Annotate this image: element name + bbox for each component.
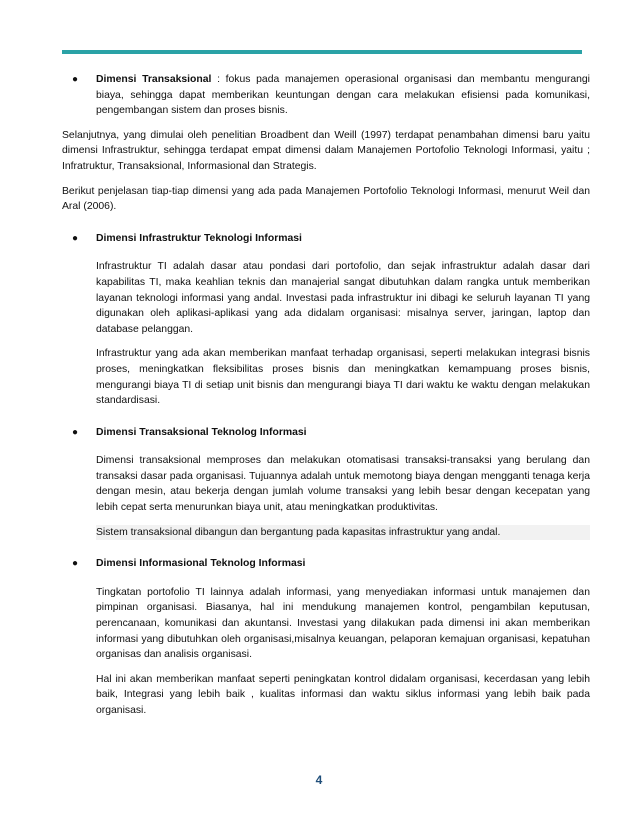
bullet-icon: ●: [72, 74, 79, 85]
transaksional-paragraph-2-wrap: [96, 525, 590, 541]
section-heading-transaksional: [62, 425, 590, 441]
section-title: Dimensi Informasional Teknolog Informasi: [96, 558, 306, 570]
informasional-paragraph-1: Tingkatan portofolio TI lainnya adalah informasi, yang menyediakan informasi untuk manajemen dan pimpinan organisasi. Biasanya, hal ini mendukung manajemen kontrol, pengambilan keputusan, perencanaan, komunikasi dan akuntansi. Investasi yang dilakukan pada dimensi ini akan memberikan informasi yang dibutuhkan oleh organisasi,misalnya keuangan, pelaporan kemajuan organisasi, kepatuhan organisas dan analisis organisasi.: [96, 586, 590, 661]
section-title: Dimensi Infrastruktur Teknologi Informasi: [96, 232, 302, 244]
infrastruktur-paragraph-2: Infrastruktur yang ada akan memberikan manfaat terhadap organisasi, seperti melakukan integrasi bisnis proses, meningkatkan fleksibilitas proses bisnis dan meningkatkan kemampuang proses bisnis, mengurangi biaya TI di setiap unit bisnis dan mengurangi biaya TI dari waktu ke waktu dengan melakukan standardisasi.: [96, 348, 590, 407]
paragraph-berikut: Berikut penjelasan tiap-tiap dimensi yang ada pada Manajemen Portofolio Teknologi Informasi, menurut Weil dan Aral (2006).: [62, 185, 590, 213]
section-title: Dimensi Transaksional Teknolog Informasi: [96, 426, 307, 438]
bullet-text: : fokus pada manajemen operasional organisasi dan membantu mengurangi biaya, sehingga dapat memberikan keuntungan dengan cara melakukan efisiensi pada komunikasi, pengembangan sistem dan proses bisnis.: [96, 74, 590, 117]
bullet-dimensi-transaksional: [62, 72, 590, 119]
bullet-icon: ●: [72, 426, 79, 438]
page-number: 4: [315, 773, 323, 787]
bullet-title: Dimensi Transaksional: [96, 74, 212, 85]
paragraph-selanjutnya: Selanjutnya, yang dimulai oleh penelitian Broadbent dan Weill (1997) terdapat penambahan dimensi baru yaitu dimensi Infrastruktur, sehingga terdapat empat dimensi dalam Manajemen Portofolio Teknologi Informasi, yaitu ; Infratruktur, Transaksional, Informasional dan Strategis.: [62, 129, 590, 172]
header-rule: [62, 50, 582, 54]
infrastruktur-paragraph-1: Infrastruktur TI adalah dasar atau pondasi dari portofolio, dan sejak infrastruktur adalah dasar dari kapabilitas TI, maka keahlian teknis dan manajerial sangat dibutuhkan dalam rangka untuk memberikan layanan teknologi informasi yang andal. Investasi pada infrastruktur ini dibagi ke seluruh layanan TI yang digunakan oleh aplikasi-aplikasi yang ada didalam organisasi: misalnya server, jaringan, laptop dan database pelanggan.: [96, 261, 590, 335]
bullet-icon: ●: [72, 558, 79, 570]
transaksional-paragraph-1: Dimensi transaksional memproses dan melakukan otomatisasi transaksi-transaksi yang berulang dan transaksi dasar pada organisasi. Tujuannya adalah untuk memotong biaya dengan mengganti tenaga kerja dengan mesin, atau bekerja dengan jumlah volume transaksi yang lebih besar dengan kecepatan yang lebih cepat serta menurunkan biaya unit, atau meningkatkan produktivitas.: [96, 455, 590, 514]
document-body: [62, 72, 590, 719]
bullet-icon: ●: [72, 232, 79, 244]
section-heading-infrastruktur: [62, 231, 590, 247]
informasional-paragraph-2: Hal ini akan memberikan manfaat seperti peningkatan kontrol didalam organisasi, kecerdasan yang lebih baik, Integrasi yang lebih baik , kualitas informasi dan waktu siklus informasi yang lebih baik pada organisasi.: [96, 673, 590, 716]
section-heading-informasional: [62, 556, 590, 572]
transaksional-paragraph-2: Sistem transaksional dibangun dan bergantung pada kapasitas infrastruktur yang andal.: [96, 525, 590, 541]
